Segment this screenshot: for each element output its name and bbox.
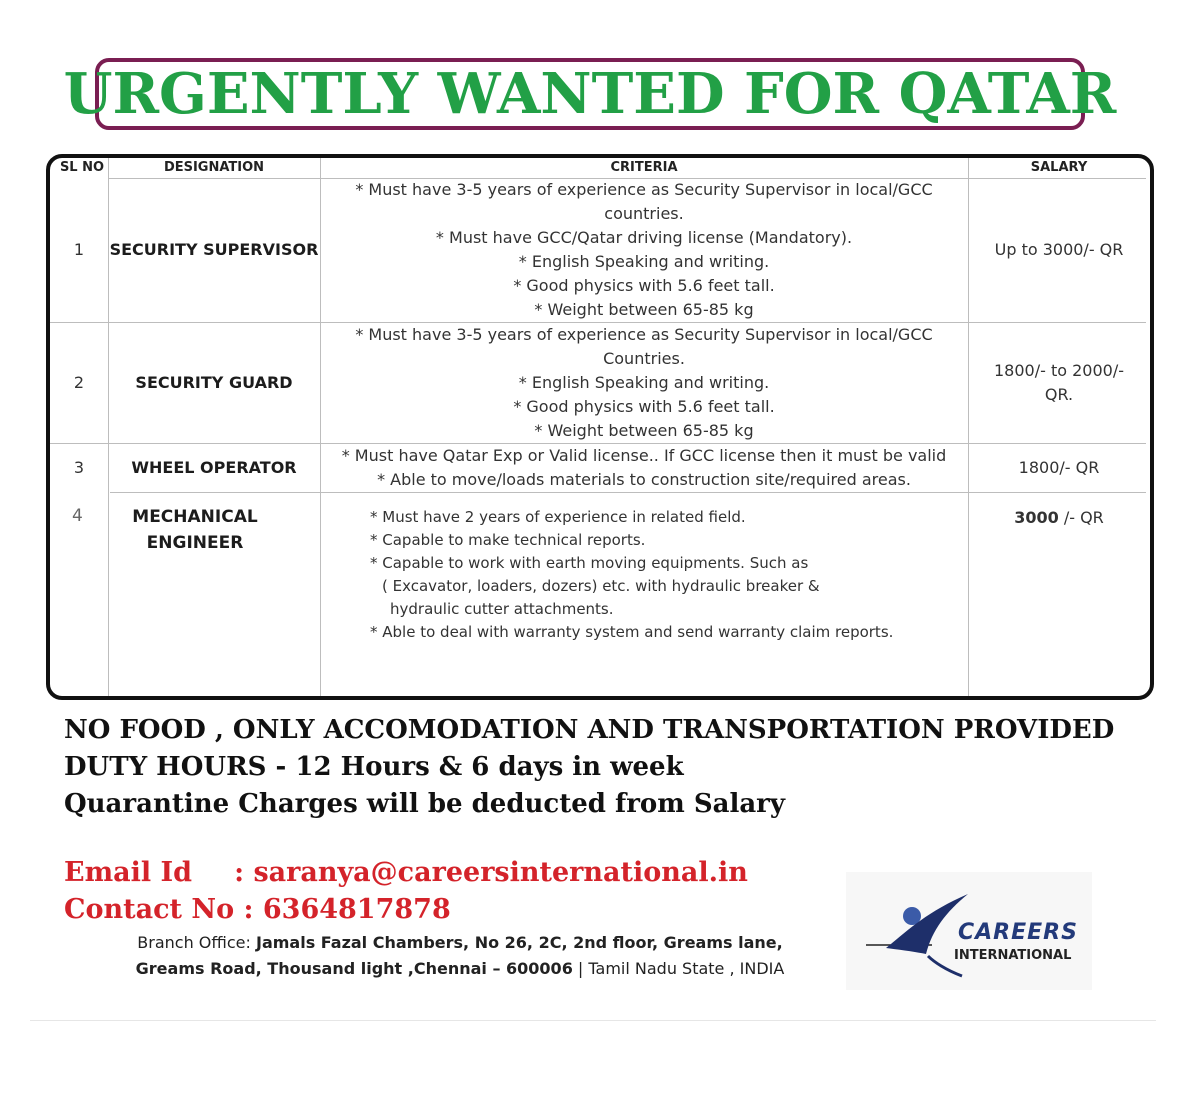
row-3-criteria xyxy=(320,443,968,492)
logo-name: CAREERS xyxy=(958,920,1078,945)
terms-notes xyxy=(64,712,1114,823)
branch-label: Branch Office: xyxy=(137,933,256,952)
row-1-sl: 1 xyxy=(73,240,85,259)
salary-unit: /- QR xyxy=(1058,508,1104,527)
criteria-line: * Able to move/loads materials to construction site/required areas. xyxy=(377,469,911,489)
row-2-designation: SECURITY GUARD xyxy=(135,372,293,392)
criteria-line: * Must have 3-5 years of experience as Security Supervisor in local/GCC xyxy=(355,324,933,344)
header-designation: DESIGNATION xyxy=(163,160,265,175)
row-2-sl: 2 xyxy=(73,372,85,392)
row-1-designation: SECURITY SUPERVISOR xyxy=(109,240,319,259)
row-4-salary xyxy=(968,508,1150,527)
logo-tagline: INTERNATIONAL xyxy=(954,948,1072,963)
email-value[interactable]: : saranya@careersinternational.in xyxy=(234,857,748,888)
criteria-line: * Weight between 65-85 kg xyxy=(534,420,754,440)
job-table xyxy=(46,154,1154,700)
phone-value[interactable]: 6364817878 xyxy=(262,894,451,925)
row-3-designation: WHEEL OPERATOR xyxy=(131,457,297,477)
contact-block xyxy=(64,854,748,928)
row-1-salary: Up to 3000/- QR xyxy=(994,240,1124,259)
row-4-sl: 4 xyxy=(72,506,83,526)
criteria-line: hydraulic cutter attachments. xyxy=(390,600,614,618)
page-title: URGENTLY WANTED FOR QATAR xyxy=(63,61,1117,127)
row-3-salary: 1800/- QR xyxy=(1018,457,1100,477)
row-4-criteria xyxy=(370,506,960,644)
note-line: NO FOOD , ONLY ACCOMODATION AND TRANSPORTATION PROVIDED xyxy=(64,715,1115,745)
row-1-criteria xyxy=(320,178,968,322)
criteria-line: * Able to deal with warranty system and send warranty claim reports. xyxy=(370,623,894,641)
email-label: Email Id xyxy=(64,857,193,888)
branch-address-line2: Greams Road, Thousand light ,Chennai – 600006 xyxy=(135,959,573,978)
branch-address xyxy=(120,930,800,982)
careers-international-logo xyxy=(846,872,1092,990)
branch-state: | Tamil Nadu State , INDIA xyxy=(572,959,785,978)
criteria-line: ( Excavator, loaders, dozers) etc. with hydraulic breaker & xyxy=(382,577,820,595)
criteria-line: * Must have GCC/Qatar driving license (Mandatory). xyxy=(435,228,853,247)
criteria-line: * English Speaking and writing. xyxy=(518,372,770,392)
salary-line: QR. xyxy=(1044,384,1074,404)
header-criteria: CRITERIA xyxy=(610,160,678,175)
phone-row xyxy=(64,891,748,928)
email-row xyxy=(64,854,748,891)
title-banner xyxy=(63,58,1117,130)
note-line: Quarantine Charges will be deducted from Salary xyxy=(64,789,785,819)
criteria-line: * Capable to work with earth moving equipments. Such as xyxy=(370,554,809,572)
designation-line: ENGINEER xyxy=(146,533,244,553)
criteria-line: * Capable to make technical reports. xyxy=(370,531,646,549)
salary-line: 1800/- to 2000/- xyxy=(994,360,1124,380)
criteria-line: * Weight between 65-85 kg xyxy=(534,300,754,319)
criteria-line: Countries. xyxy=(603,348,685,368)
criteria-line: * Must have 2 years of experience in related field. xyxy=(370,508,746,526)
row-4-designation xyxy=(120,504,270,556)
criteria-line: * Must have 3-5 years of experience as Security Supervisor in local/GCC xyxy=(355,180,933,199)
row-3-sl: 3 xyxy=(73,457,85,477)
header-sl-no: SL NO xyxy=(59,160,105,175)
phone-label: Contact No : xyxy=(64,894,254,925)
row-2-salary xyxy=(968,322,1150,443)
branch-line-1 xyxy=(120,930,800,956)
designation-line: MECHANICAL xyxy=(132,507,258,527)
footer-divider xyxy=(30,1020,1156,1021)
row-divider xyxy=(110,492,1146,493)
header-salary: SALARY xyxy=(1030,160,1088,175)
branch-line-2 xyxy=(120,956,800,982)
branch-address-line1: Jamals Fazal Chambers, No 26, 2C, 2nd floor, Greams lane, xyxy=(255,933,783,952)
row-2-criteria xyxy=(320,322,968,443)
criteria-line: * English Speaking and writing. xyxy=(518,252,770,271)
criteria-line: countries. xyxy=(604,204,684,223)
criteria-line: * Good physics with 5.6 feet tall. xyxy=(513,276,775,295)
criteria-line: * Good physics with 5.6 feet tall. xyxy=(513,396,775,416)
note-line: DUTY HOURS - 12 Hours & 6 days in week xyxy=(64,752,684,782)
criteria-line: * Must have Qatar Exp or Valid license.. If GCC license then it must be valid xyxy=(341,445,947,465)
salary-amount: 3000 xyxy=(1014,508,1059,527)
